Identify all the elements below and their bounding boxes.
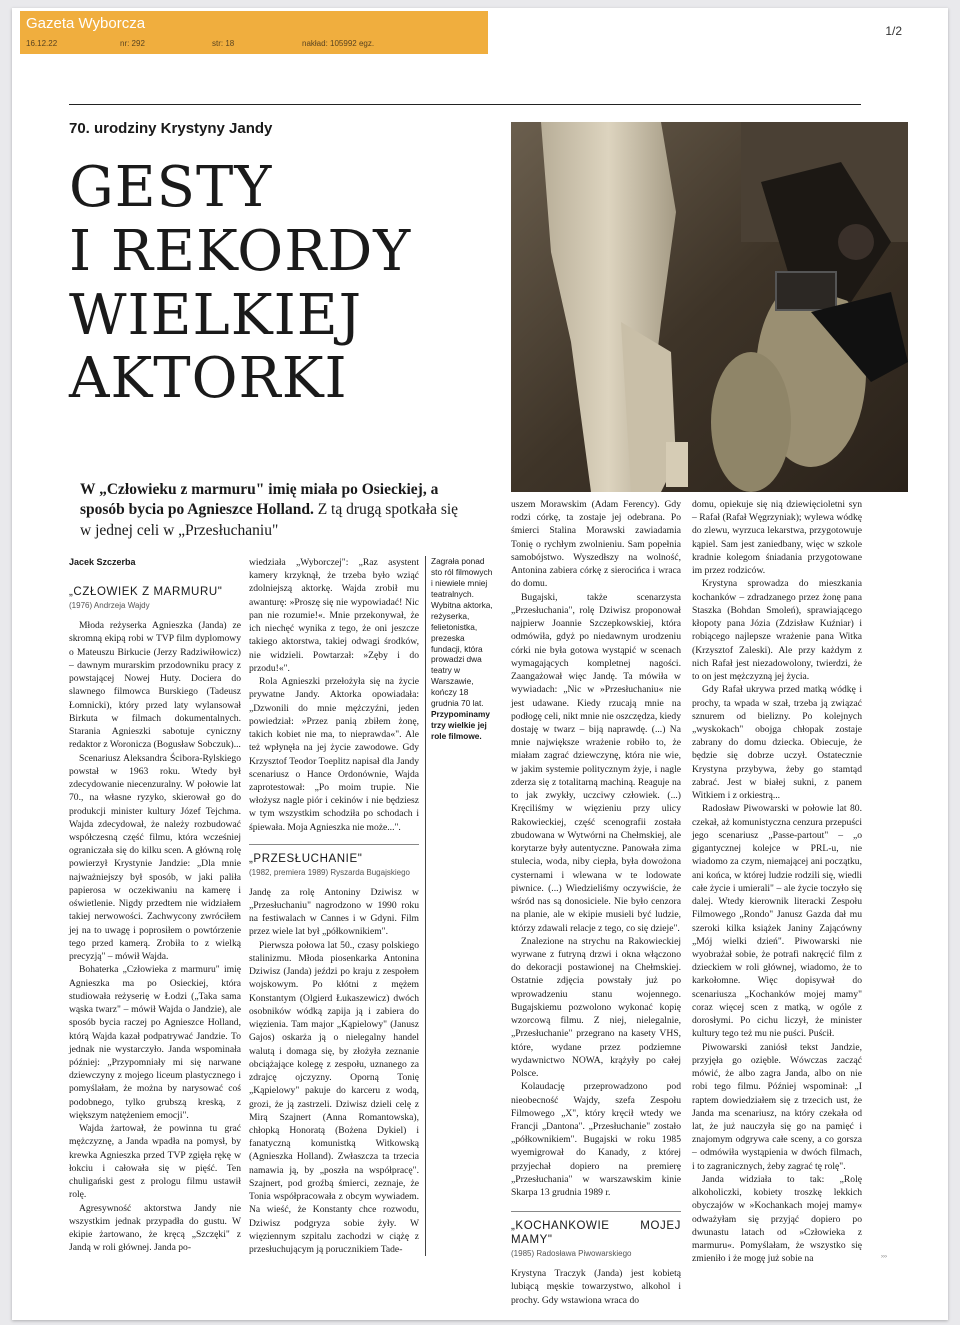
section-title-czlowiek: „CZŁOWIEK Z MARMURU" — [69, 586, 223, 599]
headline-line: AKTORKI — [69, 346, 348, 412]
paragraph: Scenariusz Aleksandra Ścibora-Rylskiego powstał w 1963 roku. Wtedy był zdecydowanie niecenzuralny. W połowie lat 70., na własne ryzyko, skierował go do produkcji minister kultury Józef Tejchma. Wajda zdecydował, że należy rozbudować współczesną część filmu, która wcześniej ograniczała się do kilku scen. A główną rolę powierzył Krystynie Jandzie: „Dla mnie najważniejszy był sposób, w jaki paliła papierosa w oczekiwaniu na kamerę i oświetlenie. Nigdy przedtem nie widziałem takiej nerwowości. Zachwycony zwróciłem jej na to uwagę i poprosiłem o powtórzenie tego przed kamerą. Zrobiła to z wielką precyzją" – mówił Wajda. — [69, 752, 241, 963]
paragraph: Kolaudację przeprowadzono pod nieobecność Wajdy, szefa Zespołu Filmowego „X", który kręcił wtedy we Francji „Dantona". „Przesłuchanie" zostało „półkownikiem". Bugajski w roku 1985 wyemigrował do Kanady, z której przyjechał dopiero na premierę „Przesłuchania" w warszawskim kinie Skarpa 13 grudnia 1989 r. — [511, 1081, 681, 1199]
paragraph: Młoda reżyserka Agnieszka (Janda) ze skromną ekipą robi w TVP film dyplomowy o Mateuszu Birkucie (Jerzy Radziwiłowicz) – dawnym murarskim przodowniku pracy z powstającej Nowej Huty. Dociera do slawnego filmowca Burskiego (Tadeusz Łomnicki), który przed laty wylansował Birkuta w filmach dokumentalnych. Starania Agnieszki sabotuje cyniczny redaktor z Woronicza (Bogusław Sobczuk)... — [69, 620, 241, 751]
paragraph: Jandę za rolę Antoniny Dziwisz w „Przesłuchaniu" nagrodzono w 1990 roku na festiwalach w Cannes i w Gdyni. Film przez wiele lat był „półkownikiem". — [249, 886, 419, 938]
section-subtitle-kochankowie: (1985) Radosława Piwowarskiego — [511, 1249, 632, 1259]
paragraph: Piwowarski zaniósł tekst Jandzie, przyjęła go ozięble. Wówczas zacząć mówić, że albo zagra Janda, albo on nie robi tego filmu. Później wspominał: „I raptem dowiedziałem się z trzecich ust, że Janda ma scenariusz, na który czekała od lat, że już nauczyła się go na pamięć i znajomym odgrywa całe sceny, a co gorsza – odmówiła wystąpienia w dwóch filmach, i to zagranicznych, żeby zagrać tę rolę". — [692, 1041, 862, 1172]
issue-number: nr: 292 — [120, 39, 145, 48]
clipping-info-banner — [20, 11, 488, 54]
paragraph: Pierwsza połowa lat 50., czasy polskiego stalinizmu. Młoda piosenkarka Antonina Dziwisz (Janda) jeździ po kraju z zespołem wojskowym. Po kłótni z mężem Konstantym (Olgierd Łukaszewicz) dwóch osobników wódką zapija ją i zabiera do więzienia. Tam major „Kąpielowy" (Janusz Gajos) oskarża ją o nielegalny handel walutą i domaga się, by złożyła zeznanie obciążające kolegę z zespołu, uznanego za zdrajcę ojczyzny. Oporną Tonię „Kąpielowy" pakuje do karceru z wodą, grozi, że ją zastrzeli. Dziwisz dzieli celę z Mirą Szajnert (Anna Romantowska), chłopką Honoratą (Bożena Dykiel) i fanatyczną komunistką Witkowską (Agnieszka Holland). Zwłaszcza ta trzecia namawia ją, by „poszła na współpracę". Szajnert, pod groźbą śmierci, zeznaje, że Tonia współpracowała z obcym wywiadem. Na wieść, że Konstanty chce rozwodu, Dziwisz podgryza sobie żyły. W więziennym szpitalu zachodzi w ciążę z przesłuchującym ją porucznikiem Tade- — [249, 939, 419, 1256]
paragraph: Gdy Rafał ukrywa przed matką wódkę i prochy, ta wpada w szał, trzeba ją związać sznurem od bielizny. Po kolejnych „wyskokach" obojga chłopak zostaje zabrany do domu dziecka. Obiecuje, że będzie się dobrze uczył. Ostatecznie Krystyna przybywa, żeby go stamtąd zabrać. Jest w białej sukni, z panem Witkiem i z orkiestrą... — [692, 684, 862, 802]
article-headline — [69, 156, 509, 411]
paragraph: Agresywność aktorstwa Jandy nie wszystkim jednak przypadła do gustu. W ekipie żartowano, że kręcą „Szczęki" z Jandą w roli głównej. Janda po- — [69, 1202, 241, 1254]
page-indicator: 1/2 — [885, 24, 902, 38]
article-kicker: 70. urodziny Krystyny Jandy — [69, 120, 273, 137]
photo-film-still — [511, 122, 908, 492]
paragraph: Wajda żartował, że powinna tu grać mężczyznę, a Janda wpadła na pomysł, by krewka Agnieszka przed TVP zgięła rękę w łokciu i całowała się w pięść. Ten chuligański gest z prologu filmu ustawił rolę. — [69, 1123, 241, 1201]
paragraph: Bugajski, także scenarzysta „Przesłuchania", rolę Dziwisz proponował najpierw Joannie Szczepkowskiej, która odmówiła, gdyż po niedawnym urodzeniu córki nie była gotowa wystąpić w scenach wymagających kompletnej nagości. Zaangażował więc Jandę. Ta mówiła w wywiadach: „Nic w »Przesłuchaniu« nie jest udawane. Kiedy rzucają mnie na podłogę celi, nikt mnie nie oszczędza, kiedy dostaję w twarz – biją naprawdę. (...) Na mnie największe wrażenie robiło to, że miałam zagrać dziewczynę, która nie wie, w jakim systemie politycznym żyje, i nagle zderza się z totalitarną machiną. Reaguje na to jak zwykły, uczciwy człowiek. (...) Kręciliśmy w więzieniu przy ulicy Rakowieckiej, część scenografii została zbudowana w Wytwórni na Chełmskiej, ale korytarze były autentyczne. Panowała zima stulecia, woda, niby ciepła, była dowożona cysternami i wlewana w te lodowate piwnice. (...) Wiedzieliśmy oczywiście, że wśród nas są donosiciele. Nie było cenzora na planie, ale w ekipie musieli być ludzie, którzy zdawali relacje z tego, co się dzieje". — [511, 591, 681, 934]
lead-bold: W „Człowieku z marmuru" imię miała po Osieckiej, a sposób bycia po Agnieszce Holland. — [80, 481, 439, 519]
column-rule — [425, 556, 426, 1256]
paragraph: domu, opiekuje się nią dziewięcioletni syn – Rafał (Rafał Węgrzyniak); wylewa wódkę do zlewu, wyrzuca lekarstwa, przygotowuje kąpiel. Sam jest zaniedbany, więc w szkole kradnie kolegom śniadania przygotowane im przez rodziców. — [692, 499, 862, 577]
paragraph: Znalezione na strychu na Rakowieckiej wyrwane z futryną drzwi i okna włączono do dekoracji postawionej na Chełmskiej. Ostatnie zdjęcia powstały już po wprowadzeniu stanu wojennego. Bugajskiemu pozwolono wykonać kopię wzorcową filmu. Z niej, nielegalnie, „Przesłuchanie" przegrano na kasety VHS, które, wydane przez podziemne wydawnictwo NOWA, krążyły po całej Polsce. — [511, 935, 681, 1080]
section-title-przesluchanie: „PRZESŁUCHANIE" — [249, 852, 363, 865]
lead-regular: Z tą drugą spotkała się w jednej celi w „Przesłuchaniu" — [80, 501, 459, 539]
section-title-kochankowie: „KOCHANKOWIE MOJEJ MAMY" — [511, 1220, 681, 1247]
sidebar-note — [431, 556, 495, 742]
byline: Jacek Szczerba — [69, 557, 136, 567]
sidebar-text: Zagrała ponad sto ról filmowych i niewiele mniej teatralnych. Wybitna aktorka, reżyserka, felietonistka, prezeska fundacji, która prowadzi dwa teatry w Warszawie, kończy 18 grudnia 70 lat. — [431, 556, 493, 709]
paragraph: Bohaterka „Człowieka z marmuru" imię Agnieszka ma po Osieckiej, która studiowała reżyserię w Łodzi („Taka sama wąska twarz" – mówił Wajda o Jandzie), ale sposób bycia raczej po Agnieszce Holland, którą Wajda kazał podpatrywać Jandzie. To jednak nie wystarczyło. Janda wspominała później: „Przypomniały mi się narwane dziewczyny z mojego liceum plastycznego i pomyślałam, że można by narysować coś podobnego, tylko grubszą kreską, z większym natężeniem emocji". — [69, 964, 241, 1121]
paragraph: uszem Morawskim (Adam Ferency). Gdy rodzi córkę, ta zostaje jej odebrana. Po śmierci Stalina Morawski zawiadamia Tonię o rychłym zwolnieniu. Sam popełnia samobójstwo. Wyszedłszy na wolność, Antonina zabiera córkę z sierocińca i wraca do domu. — [511, 499, 681, 590]
section-divider — [249, 844, 419, 845]
headline-line: GESTY — [69, 155, 273, 220]
column-1 — [69, 556, 241, 1254]
paragraph: Krystyna sprowadza do mieszkania kochanków – zdradzanego przez żonę pana Staszka (Bohdan Smoleń), sprawiającego kłopoty pana Józia (Zdzisław Kuźniar) i robiącego najlepsze wrażenie pana Witka (Krzysztof Zaleski). Ale przy każdym z nich Rafał jest niezadowolony, twierdzi, że to on jest mężczyzną jej życia. — [692, 578, 862, 683]
headline-line: I REKORDY — [69, 218, 412, 284]
issue-date: 16.12.22 — [26, 39, 58, 48]
article-photo — [511, 122, 908, 492]
column-4 — [511, 498, 681, 1306]
column-5 — [692, 498, 862, 1266]
section-subtitle-czlowiek: (1976) Andrzeja Wajdy — [69, 601, 150, 611]
newspaper-title: Gazeta Wyborcza — [26, 15, 146, 32]
continuation-mark: ››› — [881, 1254, 887, 1260]
header-rule — [69, 104, 861, 105]
paragraph: wiedziała „Wyborczej": „Raz asystent kamery krzyknął, że trzeba było wziąć zdolniejszą aktorkę. Wajda zrobił mu awanturę: »Proszę się nie wypowiadać! Nic pan nie rozumie!«. Mnie przekonywał, że ich niechęć wynika z tego, że oni jeszcze takiego aktorstwa, takiej odwagi środków, nie widzieli. Powtarzał: »Zęby i do przodu!«". — [249, 557, 419, 674]
headline-line: WIELKIEJ — [69, 282, 363, 348]
newspaper-page — [12, 8, 948, 1320]
section-divider — [511, 1211, 681, 1212]
article-lead — [80, 480, 468, 541]
paragraph: Radosław Piwowarski w połowie lat 80. czekał, aż komunistyczna cenzura przepuści jego scenariusz „Passe-partout" – „o gigantycznej kolejce w PRL-u, nie wiadomo za czym, niemającej ani początku, ani końca, w której ludzie rodzili się, wiedli całe życie i umierali" – ale życie toczyło się dalej. Wtedy kierownik literacki Zespołu Filmowego „Rondo" Janusz Gazda dał mu szeroki kilka książek Janiny Zającówny „Mój wielki dzień". Piwowarski nie wyobrażał sobie, że potrafi nakręcić film z dzieckiem w roli głównej, wiadomo, że to karkołomne. Więc dopisywał do scenariusza „Kochanków mojej mamy" coraz więcej scen z matką, w ogóle z dorosłymi. Po cichu liczył, że minister kultury tego też mu nie puści. Puścił. — [692, 803, 862, 1040]
paragraph: Rola Agnieszki przełożyła się na życie prywatne Jandy. Aktorka opowiadała: „Dzwonili do mnie mężczyźni, jeden powiedział: »Przez panią zbiłem żonę, takich kobiet nie ma, to nieprawda«". Ale też wpłynęła na jej życie zawodowe. Gdy Krzysztof Teodor Toeplitz napisał dla Jandy scenariusz o Hance Ordonównie, Wajda zaprotestował: „Po moim trupie. Nie włożysz nagle piór i cekinów i nie będziesz w tym wszystkim schodziła po schodach i śpiewała. Moja Agnieszka nie może...". — [249, 676, 419, 833]
paragraph: Krystyna Traczyk (Janda) jest kobietą lubiącą męskie towarzystwo, alkohol i prochy. Gdy wstawiona wraca do — [511, 1268, 681, 1306]
page-reference: str: 18 — [212, 39, 235, 48]
circulation: nakład: 105992 egz. — [302, 39, 375, 48]
paragraph: Janda widziała to tak: „Rolę alkoholiczki, kobiety troszkę lekkich obyczajów w »Kochankach mojej mamy« odważyłam się przyjąć dopiero po dwunastu latach od »Człowieka z marmuru«. Pomyślałam, że wszystko się zmieniło i że mogę już sobie na — [692, 1173, 862, 1265]
sidebar-bold: Przypominamy trzy wielkie jej role filmowe. — [431, 709, 491, 741]
column-2 — [249, 556, 419, 1256]
section-subtitle-przesluchanie: (1982, premiera 1989) Ryszarda Bugajskiego — [249, 867, 410, 877]
